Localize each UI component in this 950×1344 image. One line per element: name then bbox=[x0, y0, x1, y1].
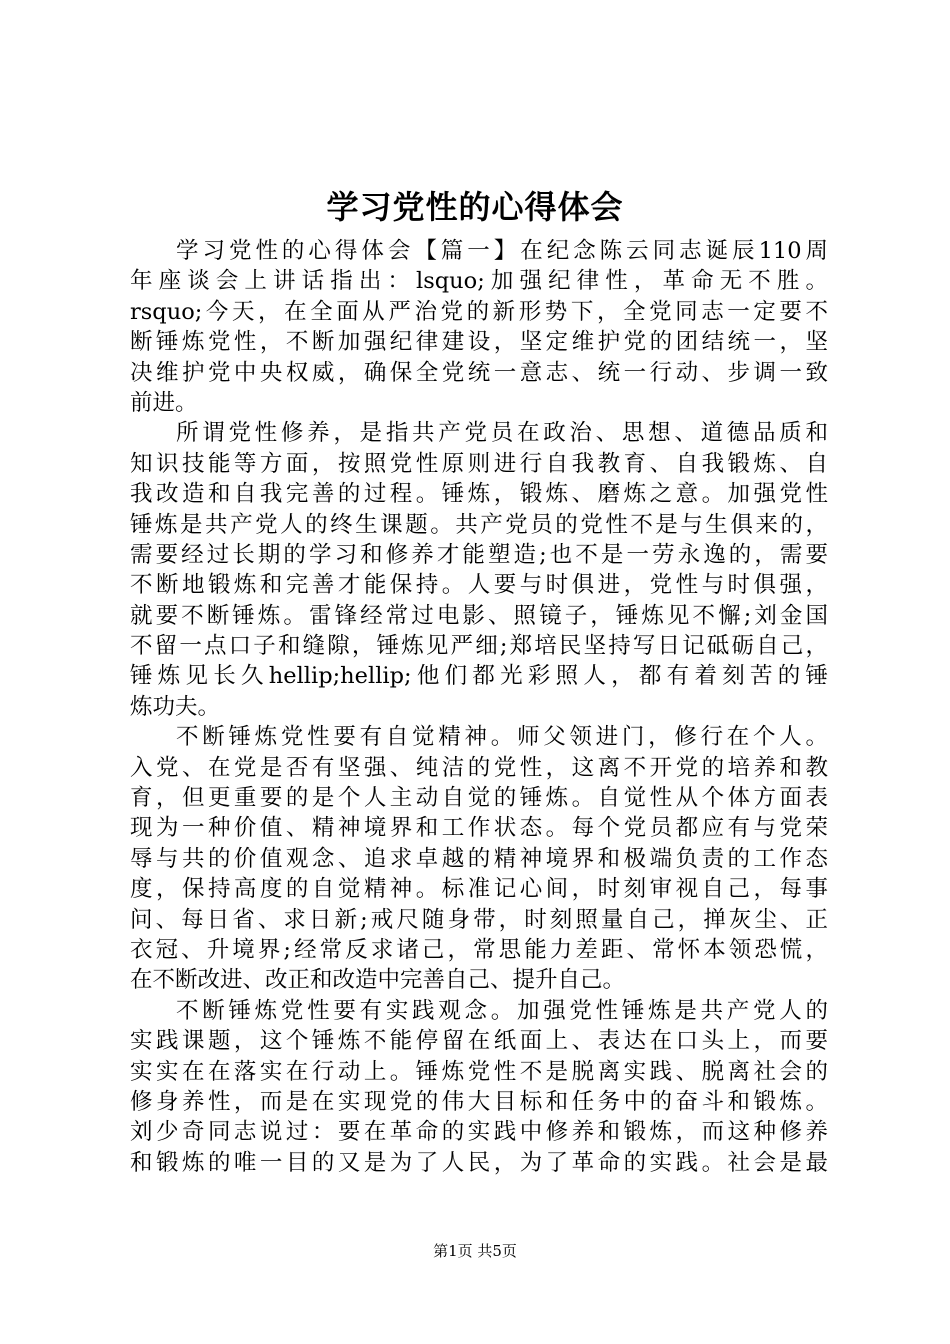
text-line: 所谓党性修养，是指共产党员在政治、思想、道德品质和 bbox=[176, 420, 828, 447]
document-title: 学习党性的心得体会 bbox=[326, 188, 624, 226]
text-line: 断锤炼党性，不断加强纪律建设，坚定维护党的团结统一，坚 bbox=[130, 329, 828, 356]
text-line: 需要经过长期的学习和修养才能塑造;也不是一劳永逸的，需要 bbox=[130, 541, 828, 568]
document-body bbox=[130, 236, 828, 1178]
text-line: 炼功夫。 bbox=[130, 693, 221, 720]
text-line: 决维护党中央权威，确保全党统一意志、统一行动、步调一致 bbox=[130, 359, 828, 386]
paragraph bbox=[130, 236, 828, 418]
paragraph bbox=[130, 996, 828, 1178]
text-line: 锤炼见长久hellip;hellip;他们都光彩照人，都有着刻苦的锤 bbox=[130, 663, 828, 690]
text-line: 辱与共的价值观念、追求卓越的精神境界和极端负责的工作态 bbox=[130, 845, 828, 872]
text-line: 实践课题，这个锤炼不能停留在纸面上、表达在口头上，而要 bbox=[130, 1028, 828, 1055]
text-line: 和锻炼的唯一目的又是为了人民，为了革命的实践。社会是最 bbox=[130, 1149, 828, 1176]
text-line: 入党、在党是否有坚强、纯洁的党性，这离不开党的培养和教 bbox=[130, 754, 828, 781]
text-line: 不留一点口子和缝隙，锤炼见严细;郑培民坚持写日记砥砺自己， bbox=[130, 633, 828, 660]
text-line: 修身养性，而是在实现党的伟大目标和任务中的奋斗和锻炼。 bbox=[130, 1088, 828, 1115]
text-line: 问、每日省、求日新;戒尺随身带，时刻照量自己，掸灰尘、正 bbox=[130, 906, 828, 933]
text-line: 现为一种价值、精神境界和工作状态。每个党员都应有与党荣 bbox=[130, 815, 828, 842]
text-line: 前进。 bbox=[130, 389, 198, 416]
text-line: 实实在在落实在行动上。锤炼党性不是脱离实践、脱离社会的 bbox=[130, 1058, 828, 1085]
text-line: 锤炼是共产党人的终生课题。共产党员的党性不是与生俱来的， bbox=[130, 511, 828, 538]
text-line: 度，保持高度的自觉精神。标准记心间，时刻审视自己，每事 bbox=[130, 876, 828, 903]
text-line: 不断锤炼党性要有实践观念。加强党性锤炼是共产党人的 bbox=[176, 997, 828, 1024]
text-line: 就要不断锤炼。雷锋经常过电影、照镜子，锤炼见不懈;刘金国 bbox=[130, 602, 828, 629]
text-line: 在不断改进、改正和改造中完善自己、提升自己。 bbox=[130, 967, 626, 994]
text-line: 衣冠、升境界;经常反求诸己，常思能力差距、常怀本领恐慌， bbox=[130, 936, 828, 963]
paragraph bbox=[130, 418, 828, 722]
text-line: 育，但更重要的是个人主动自觉的锤炼。自觉性从个体方面表 bbox=[130, 785, 828, 812]
page-footer: 第1页 共5页 bbox=[433, 1242, 517, 1260]
paragraph bbox=[130, 722, 828, 996]
text-line: 不断地锻炼和完善才能保持。人要与时俱进，党性与时俱强， bbox=[130, 572, 828, 599]
text-line: 知识技能等方面，按照党性原则进行自我教育、自我锻炼、自 bbox=[130, 450, 828, 477]
text-line: 年座谈会上讲话指出：lsquo;加强纪律性，革命无不胜。 bbox=[130, 268, 828, 295]
text-line: 我改造和自我完善的过程。锤炼，锻炼、磨炼之意。加强党性 bbox=[130, 481, 828, 508]
text-line: rsquo;今天，在全面从严治党的新形势下，全党同志一定要不 bbox=[130, 298, 828, 325]
text-line: 学习党性的心得体会【篇一】在纪念陈云同志诞辰110周 bbox=[176, 238, 828, 264]
text-line: 不断锤炼党性要有自觉精神。师父领进门，修行在个人。 bbox=[176, 724, 828, 751]
text-line: 刘少奇同志说过：要在革命的实践中修养和锻炼，而这种修养 bbox=[130, 1119, 828, 1146]
